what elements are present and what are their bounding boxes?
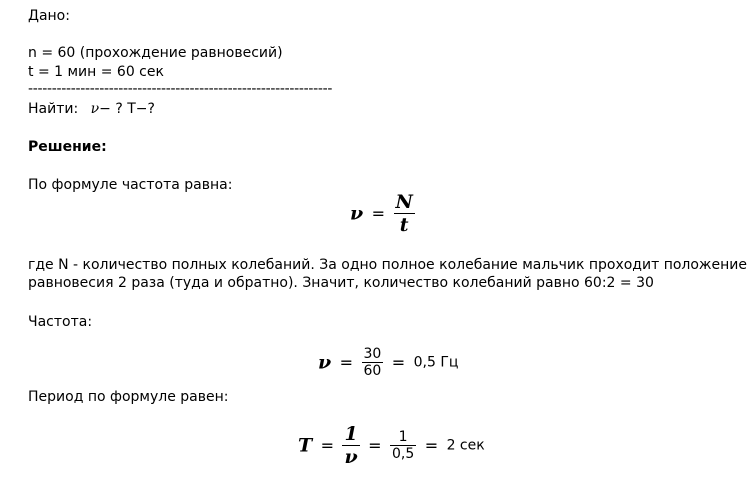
solution-intro: По формуле частота равна: <box>28 177 233 193</box>
find-rest: − ? T−? <box>99 101 155 117</box>
formula-frequency-definition <box>350 191 415 236</box>
find-label: Найти: <box>28 101 79 117</box>
formula2-fraction <box>362 346 384 379</box>
explanation-line-2: равновесия 2 раза (туда и обратно). Значит, количество колебаний равно 60:2 = 30 <box>28 275 654 291</box>
formula-period <box>298 423 485 468</box>
formula3-lhs: T <box>298 434 313 457</box>
separator-line: ---------------------------------------------------------------- <box>28 81 333 97</box>
formula3-result: 2 сек <box>446 437 485 454</box>
formula1-lhs: ν <box>350 202 364 225</box>
find-line <box>28 101 155 117</box>
formula2-numerator: 30 <box>363 346 382 362</box>
formula3-eq2: = <box>368 436 382 455</box>
formula2-eq: = <box>339 353 354 372</box>
formula3-denominator-2: 0,5 <box>392 446 415 462</box>
formula2-eq2: = <box>391 353 406 372</box>
explanation-line-1: где N - количество полных колебаний. За одно полное колебание мальчик проходит положение <box>28 257 748 273</box>
formula3-numerator-2: 1 <box>390 429 416 446</box>
formula3-eq: = <box>320 436 334 455</box>
formula1-eq: = <box>371 204 386 223</box>
period-label: Период по формуле равен: <box>28 389 229 405</box>
solution-heading: Решение: <box>28 139 107 155</box>
formula3-fraction-1 <box>342 423 359 468</box>
formula2-result: 0,5 Гц <box>413 354 459 371</box>
formula2-lhs: ν <box>318 351 332 374</box>
formula3-numerator-1: 1 <box>344 423 358 445</box>
formula1-numerator: N <box>395 191 413 213</box>
given-n-line: n = 60 (прохождение равновесий) <box>28 45 283 61</box>
formula3-fraction-2 <box>390 429 416 462</box>
formula1-fraction <box>394 191 415 236</box>
formula-frequency-value <box>318 346 458 379</box>
formula3-denominator-1: ν <box>344 446 358 468</box>
formula1-denominator: t <box>399 214 409 236</box>
freq-label: Частота: <box>28 314 93 330</box>
formula2-denominator: 60 <box>363 363 382 379</box>
formula3-eq3: = <box>424 436 439 455</box>
find-nu-symbol: ν <box>90 101 100 117</box>
given-t-line: t = 1 мин = 60 сек <box>28 64 164 80</box>
given-heading: Дано: <box>28 8 70 24</box>
